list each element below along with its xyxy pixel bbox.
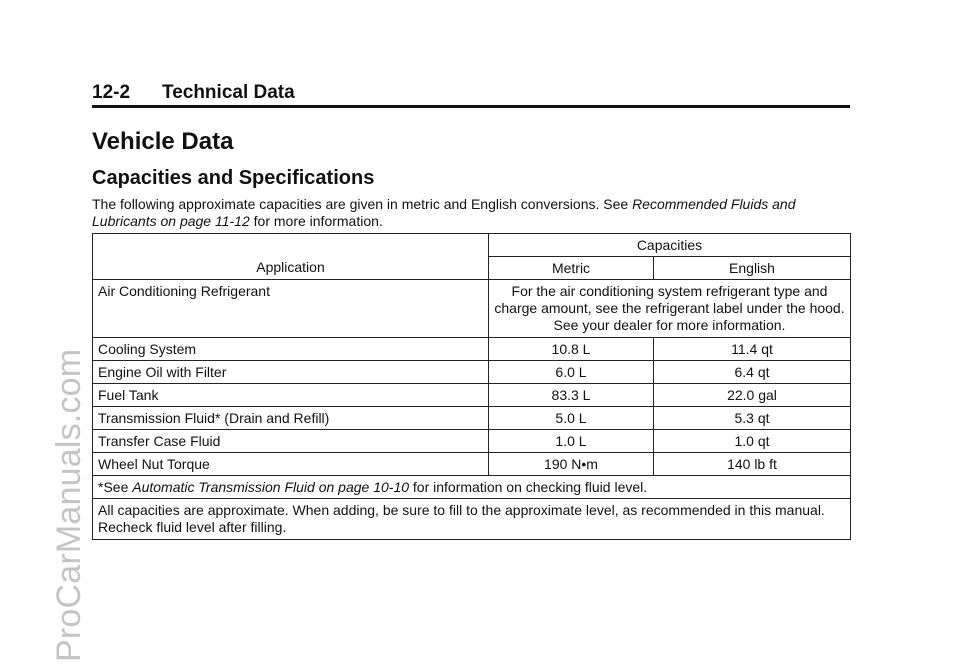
cell-metric: 190 N•m	[489, 453, 654, 476]
table-row	[93, 453, 851, 476]
page-number: 12-2	[92, 82, 131, 103]
cell-english: 6.4 qt	[654, 361, 851, 384]
watermark: ProCarManuals.com	[50, 348, 88, 662]
cell-metric: 10.8 L	[489, 338, 654, 361]
cell-metric: 5.0 L	[489, 407, 654, 430]
footnote-row	[93, 476, 851, 499]
cell-refrigerant-capacity: For the air conditioning system refrigerant type and charge amount, see the refrigerant label under the hood. See your dealer for more information.	[489, 280, 851, 338]
header-metric: Metric	[489, 257, 654, 280]
cell-metric: 6.0 L	[489, 361, 654, 384]
approx-note-cell: All capacities are approximate. When adding, be sure to fill to the approximate level, as recommended in this manual. Recheck fluid level after filling.	[93, 499, 851, 540]
cell-application: Air Conditioning Refrigerant	[93, 280, 489, 338]
cell-application: Transmission Fluid* (Drain and Refill)	[93, 407, 489, 430]
cell-english: 5.3 qt	[654, 407, 851, 430]
table-row	[93, 361, 851, 384]
cell-english: 22.0 gal	[654, 384, 851, 407]
cell-application: Engine Oil with Filter	[93, 361, 489, 384]
cell-application: Wheel Nut Torque	[93, 453, 489, 476]
intro-text-before: The following approximate capacities are given in metric and English conversions. See	[92, 196, 629, 212]
capacities-table	[92, 233, 851, 540]
table-row	[93, 430, 851, 453]
table-row	[93, 280, 851, 338]
footnote-cell	[93, 476, 851, 499]
table-row	[93, 407, 851, 430]
cell-metric: 1.0 L	[489, 430, 654, 453]
intro-reference-link[interactable]: Recommended Fluids and Lubricants on page 11-12	[92, 196, 796, 229]
cell-english: 140 lb ft	[654, 453, 851, 476]
page-header	[92, 80, 850, 108]
header-capacities: Capacities	[489, 234, 851, 257]
cell-application: Transfer Case Fluid	[93, 430, 489, 453]
section-title: Vehicle Data	[92, 128, 234, 155]
intro-paragraph	[92, 196, 852, 230]
subsection-title: Capacities and Specifications	[92, 167, 375, 189]
table-row	[93, 384, 851, 407]
footnote-prefix: *See	[98, 479, 129, 495]
approx-note-row	[93, 499, 851, 540]
footnote-suffix: for information on checking fluid level.	[412, 479, 648, 495]
chapter-title: Technical Data	[162, 82, 295, 103]
footnote-reference-link[interactable]: Automatic Transmission Fluid on page 10-10	[132, 479, 410, 495]
intro-text-after: for more information.	[253, 213, 383, 229]
cell-metric: 83.3 L	[489, 384, 654, 407]
cell-english: 1.0 qt	[654, 430, 851, 453]
table-row	[93, 338, 851, 361]
cell-application: Cooling System	[93, 338, 489, 361]
header-application: Application	[93, 234, 489, 280]
cell-english: 11.4 qt	[654, 338, 851, 361]
header-english: English	[654, 257, 851, 280]
cell-application: Fuel Tank	[93, 384, 489, 407]
